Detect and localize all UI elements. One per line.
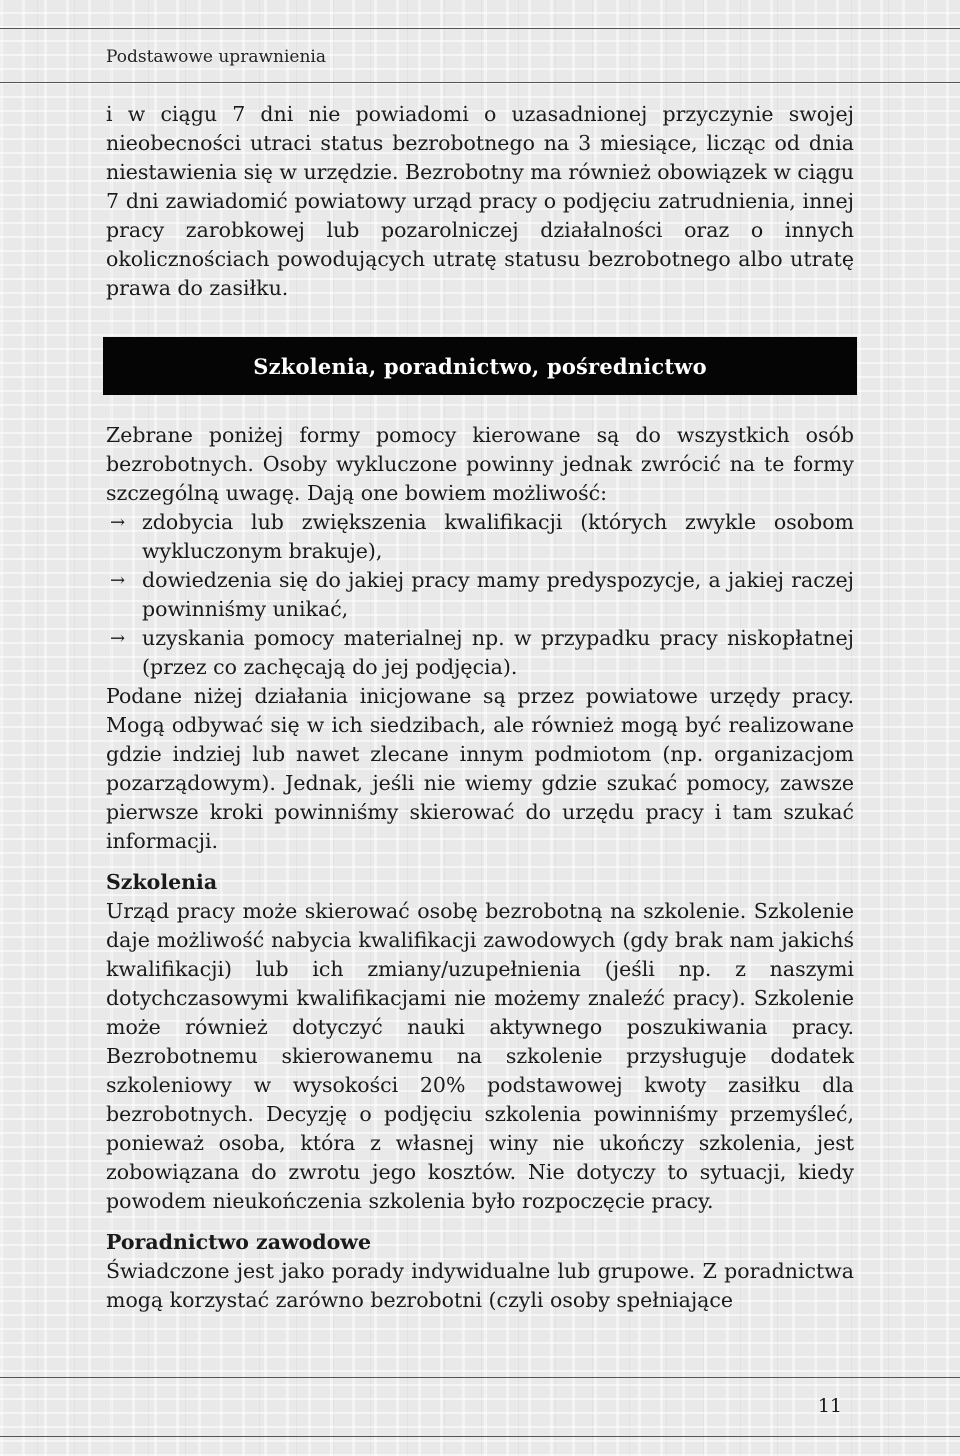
list-item xyxy=(106,508,854,566)
section-outro-paragraph: Podane niżej działania inicjowane są przez powiatowe urzędy pracy. Mogą odbywać się w ich siedzibach, ale również mogą być realizowane gdzie indziej lub nawet zlecane innym podmiotom (np. organizacjom pozarządowym). Jednak, jeśli nie wiemy gdzie szukać pomocy, zawsze pierwsze kroki powinniśmy skierować do urzędu pracy i tam szukać informacji. xyxy=(106,684,854,853)
section-banner: Szkolenia, poradnictwo, pośrednictwo xyxy=(103,337,857,395)
poradnictwo-heading: Poradnictwo zawodowe xyxy=(106,1230,371,1254)
header-rule xyxy=(0,82,960,83)
page-number: 11 xyxy=(817,1395,842,1417)
list-item-text: uzyskania pomocy materialnej np. w przypadku pracy niskopłatnej (przez co zachęcają do jej podjęcia). xyxy=(142,626,854,679)
benefits-list xyxy=(106,508,854,682)
list-item-text: zdobycia lub zwiększenia kwalifikacji (których zwykle osobom wykluczonym brakuje), xyxy=(142,510,854,563)
poradnictwo-paragraph: Świadczone jest jako porady indywidualne lub grupowe. Z poradnictwa mogą korzystać zarówno bezrobotni (czyli osoby spełniające xyxy=(106,1259,854,1312)
intro-paragraph: i w ciągu 7 dni nie powiadomi o uzasadnionej przyczynie swojej nieobecności utraci status bezrobotnego na 3 miesiące, licząc od dnia niestawienia się w urzędzie. Bezrobotny ma również obowiązek w ciągu 7 dni zawiadomić powiatowy urząd pracy o podjęciu zatrudnienia, innej pracy zarobkowej lub pozarolniczej działalności oraz o innych okolicznościach powodujących utratę statusu bezrobotnego albo utratę prawa do zasiłku. xyxy=(106,102,854,300)
page-body xyxy=(106,100,854,1315)
list-item-text: dowiedzenia się do jakiej pracy mamy predyspozycje, a jakiej raczej powinniśmy unikać, xyxy=(142,568,854,621)
arrow-right-icon: → xyxy=(110,512,126,533)
bottom-rule xyxy=(0,1436,960,1437)
arrow-right-icon: → xyxy=(110,570,126,591)
footer-rule xyxy=(0,1377,960,1378)
running-header: Podstawowe uprawnienia xyxy=(106,47,326,67)
szkolenia-paragraph: Urząd pracy może skierować osobę bezrobotną na szkolenie. Szkolenie daje możliwość nabycia kwalifikacji zawodowych (gdy brak nam jakichś kwalifikacji) lub ich zmiany/uzupełnienia (jeśli np. z naszymi dotychczasowymi kwalifikacjami nie możemy znaleźć pracy). Szkolenie może również dotyczyć nauki aktywnego poszukiwania pracy. Bezrobotnemu skierowanemu na szkolenie przysługuje dodatek szkoleniowy w wysokości 20% podstawowej kwoty zasiłku dla bezrobotnych. Decyzję o podjęciu szkolenia powinniśmy przemyśleć, ponieważ osoba, która z własnej winy nie ukończy szkolenia, jest zobowiązana do zwrotu jego kosztów. Nie dotyczy to sytuacji, kiedy powodem nieukończenia szkolenia było rozpoczęcie pracy. xyxy=(106,899,854,1213)
list-item xyxy=(106,566,854,624)
list-item xyxy=(106,624,854,682)
top-rule xyxy=(0,28,960,29)
arrow-right-icon: → xyxy=(110,628,126,649)
section-intro-paragraph: Zebrane poniżej formy pomocy kierowane są do wszystkich osób bezrobotnych. Osoby wykluczone powinny jednak zwrócić na te formy szczególną uwagę. Dają one bowiem możliwość: xyxy=(106,423,854,505)
szkolenia-heading: Szkolenia xyxy=(106,870,218,894)
